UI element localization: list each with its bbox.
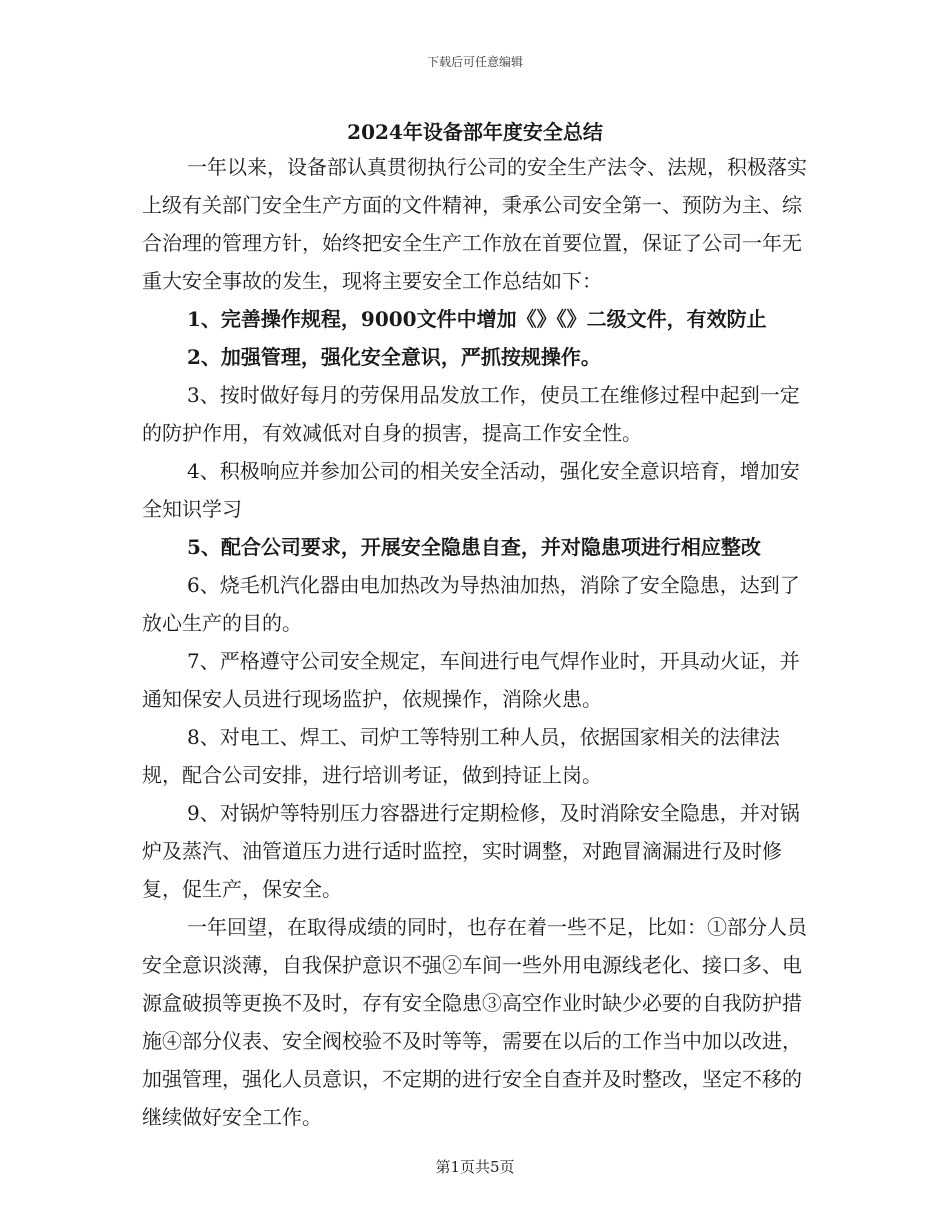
item-8-paragraph: 8、对电工、焊工、司炉工等特别工种人员，依据国家相关的法律法规，配合公司安排，进行培训考证，做到持证上岗。	[142, 725, 780, 787]
item-3-paragraph: 3、按时做好每月的劳保用品发放工作，使员工在维修过程中起到一定的防护作用，有效减低对自身的损害，提高工作安全性。	[142, 383, 800, 445]
page-footer: 第1页共5页	[435, 1158, 515, 1176]
item-7-paragraph: 7、严格遵守公司安全规定，车间进行电气焊作业时，开具动火证，并通知保安人员进行现场监护，依规操作，消除火患。	[142, 649, 800, 711]
item-1-paragraph: 1、完善操作规程，9000文件中增加《》《》二级文件，有效防止	[187, 307, 767, 331]
document-body	[142, 148, 814, 1136]
intro-paragraph: 一年以来，设备部认真贯彻执行公司的安全生产法令、法规，积极落实上级有关部门安全生产方面的文件精神，秉承公司安全第一、预防为主、综合治理的管理方针，始终把安全生产工作放在首要位置，保证了公司一年无重大安全事故的发生，现将主要安全工作总结如下：	[142, 155, 807, 293]
item-5-paragraph: 5、配合公司要求，开展安全隐患自查，并对隐患项进行相应整改	[187, 535, 761, 559]
item-9-paragraph: 9、对锅炉等特别压力容器进行定期检修，及时消除安全隐患，并对锅炉及蒸汽、油管道压力进行适时监控，实时调整，对跑冒滴漏进行及时修复，促生产，保安全。	[142, 801, 800, 901]
item-4-paragraph: 4、积极响应并参加公司的相关安全活动，强化安全意识培育，增加安全知识学习	[142, 459, 800, 521]
document-title: 2024年设备部年度安全总结	[347, 120, 603, 144]
item-2-paragraph: 2、加强管理，强化安全意识，严抓按规操作。	[187, 345, 601, 369]
summary-paragraph: 一年回望，在取得成绩的同时，也存在着一些不足，比如：①部分人员安全意识淡薄，自我保护意识不强②车间一些外用电源线老化、接口多、电源盒破损等更换不及时，存有安全隐患③高空作业时缺少必要的自我防护措施④部分仪表、安全阀校验不及时等等，需要在以后的工作当中加以改进，加强管理，强化人员意识，不定期的进行安全自查并及时整改，坚定不移的继续做好安全工作。	[142, 915, 807, 1129]
item-6-paragraph: 6、烧毛机汽化器由电加热改为导热油加热，消除了安全隐患，达到了放心生产的目的。	[142, 573, 800, 635]
page-header: 下载后可任意编辑	[426, 55, 523, 69]
